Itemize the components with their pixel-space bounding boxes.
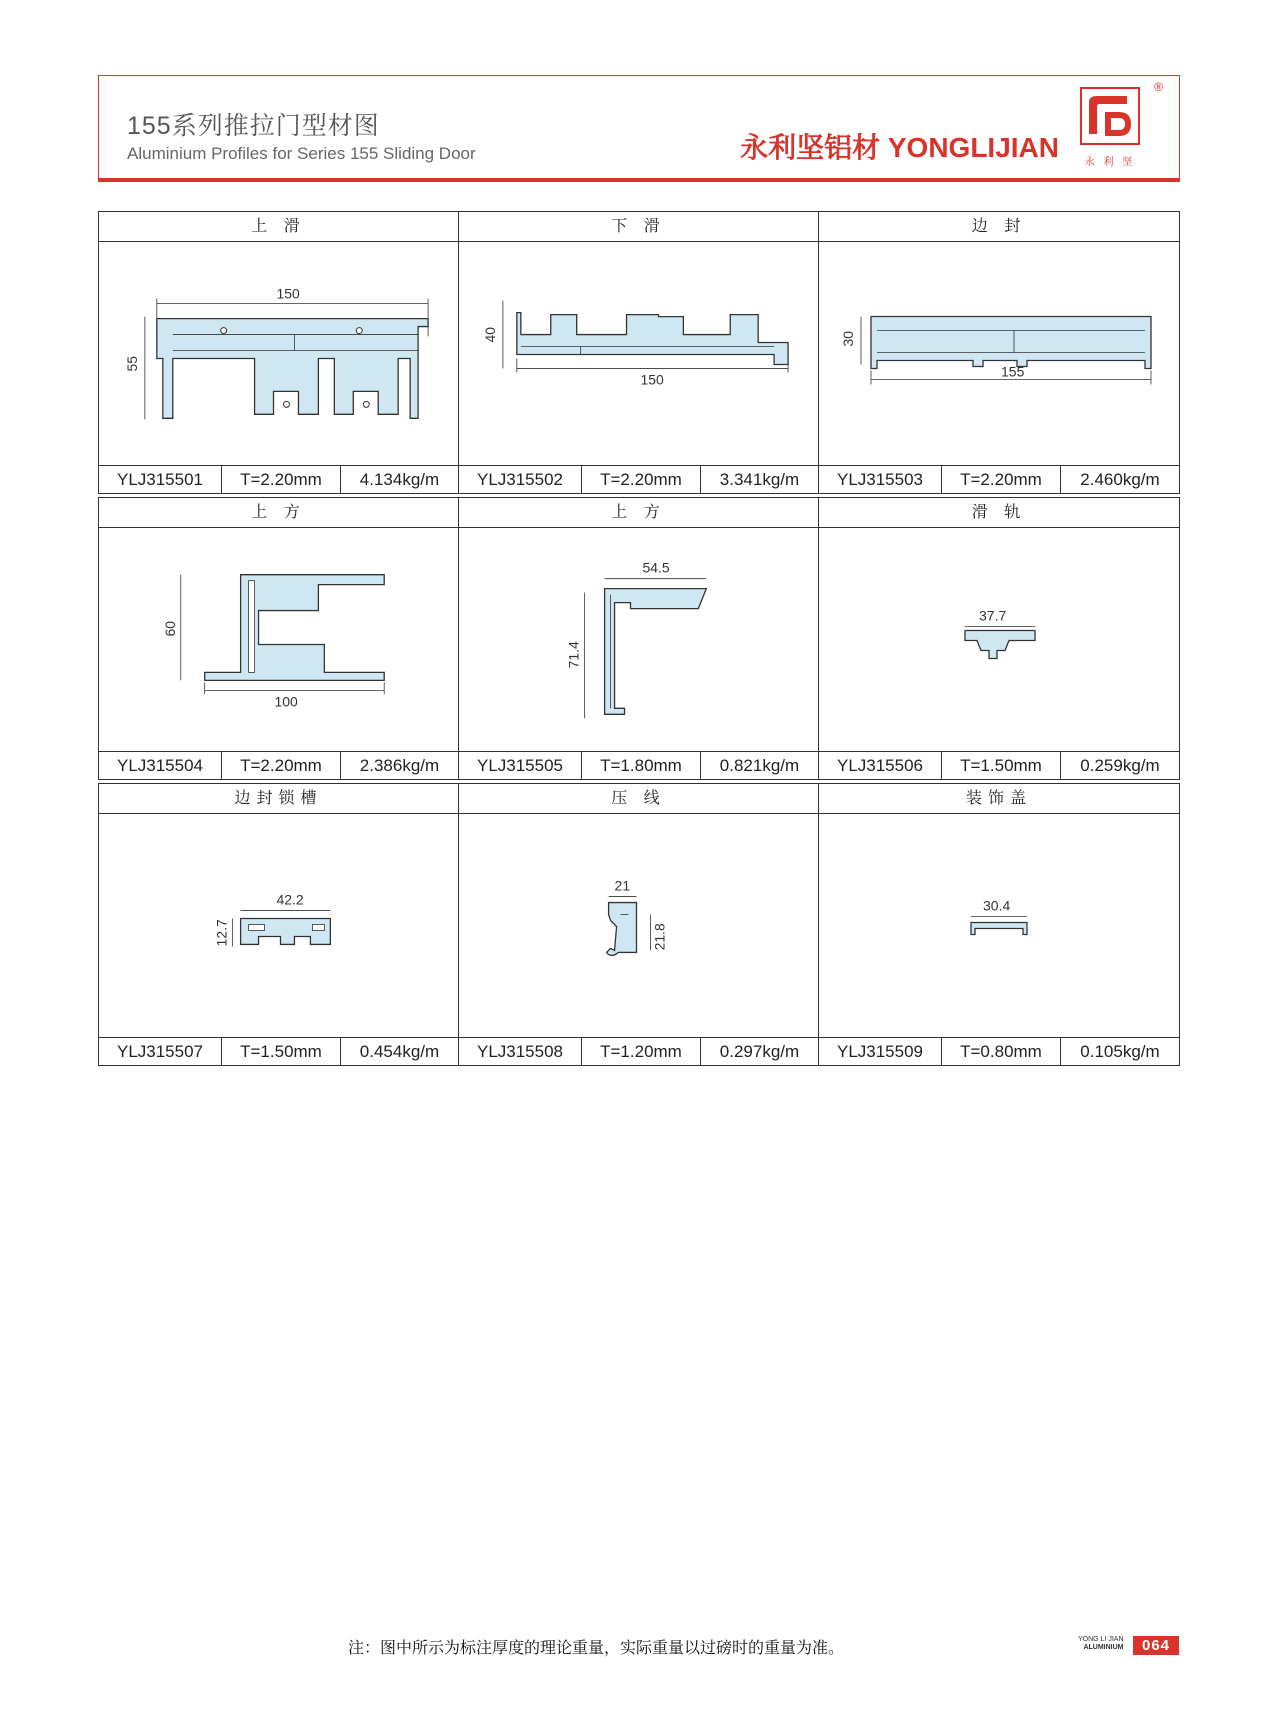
profile-cell xyxy=(459,498,819,779)
profile-title: 上 方 xyxy=(459,498,818,528)
profile-weight: 0.105kg/m xyxy=(1080,1042,1160,1061)
dim-width: 54.5 xyxy=(642,559,670,576)
profile-title: 边 封 xyxy=(819,212,1179,242)
profile-weight: 4.134kg/m xyxy=(359,470,440,489)
footer-note: 注：图中所示为标注厚度的理论重量，实际重量以过磅时的重量为准。 xyxy=(348,1640,845,1657)
profile-thickness: T=2.20mm xyxy=(582,466,701,493)
profile-code: YLJ315501 xyxy=(99,466,222,493)
profile-code: YLJ315505 xyxy=(459,752,582,779)
dim-height: 71.4 xyxy=(565,641,582,669)
profile-spec xyxy=(459,751,818,779)
footer-brand-line2: ALUMINIUM xyxy=(1083,1644,1124,1651)
profile-cell xyxy=(459,212,819,493)
dim-width: 30.4 xyxy=(983,897,1011,914)
profile-code: YLJ315504 xyxy=(99,752,222,779)
brand-name: 永利坚铝材 YONGLIJIAN xyxy=(740,132,1059,163)
profile-thickness: T=1.50mm xyxy=(942,752,1061,779)
profile-cell xyxy=(819,212,1179,493)
profile-drawing-upper-slide xyxy=(99,242,458,465)
profile-weight: 2.460kg/m xyxy=(1080,470,1160,489)
profile-weight: 0.259kg/m xyxy=(1080,756,1160,775)
profile-code: YLJ315506 xyxy=(819,752,942,779)
logo-icon xyxy=(1075,84,1145,150)
profile-spec xyxy=(819,465,1179,493)
dim-height: 55 xyxy=(123,355,140,372)
profile-spec xyxy=(459,1037,818,1065)
profile-title: 下 滑 xyxy=(459,212,818,242)
page-subtitle: Aluminium Profiles for Series 155 Sliding Door xyxy=(127,144,476,163)
profile-thickness: T=1.50mm xyxy=(222,1038,341,1065)
profile-row xyxy=(98,783,1180,1066)
profile-cell xyxy=(99,212,459,493)
profile-code: YLJ315508 xyxy=(459,1038,582,1065)
profile-spec xyxy=(819,1037,1179,1065)
profile-drawing-side-seal xyxy=(819,242,1179,465)
profile-thickness: T=1.20mm xyxy=(582,1038,701,1065)
profile-code: YLJ315503 xyxy=(819,466,942,493)
dim-height: 60 xyxy=(161,620,178,637)
profile-title: 上 方 xyxy=(99,498,458,528)
profile-spec xyxy=(99,1037,458,1065)
dim-width: 37.7 xyxy=(979,607,1007,624)
profile-thickness: T=2.20mm xyxy=(222,466,341,493)
profile-title: 滑 轨 xyxy=(819,498,1179,528)
profile-thickness: T=1.80mm xyxy=(582,752,701,779)
profile-weight: 0.297kg/m xyxy=(719,1042,800,1061)
profile-drawing-top-frame xyxy=(99,528,458,751)
profile-drawing-top-frame-small xyxy=(459,528,818,751)
footer-brand-line1: YONG LI JIAN xyxy=(1078,1636,1124,1643)
profile-weight: 2.386kg/m xyxy=(359,756,440,775)
profile-drawing-decorative-cover xyxy=(819,814,1179,1037)
page-title: 155系列推拉门型材图 xyxy=(127,112,380,140)
logo-caption: 永 利 坚 xyxy=(1084,157,1136,168)
registered-mark: ® xyxy=(1154,80,1163,94)
page-number: 064 xyxy=(1133,1636,1179,1655)
profile-thickness: T=0.80mm xyxy=(942,1038,1061,1065)
profile-code: YLJ315502 xyxy=(459,466,582,493)
profile-cell xyxy=(99,784,459,1065)
profile-drawing-lock-groove xyxy=(99,814,458,1037)
profile-title: 上 滑 xyxy=(99,212,458,242)
dim-height: 30 xyxy=(840,330,856,347)
profile-cell xyxy=(819,784,1179,1065)
profile-drawing-glazing-bead xyxy=(459,814,818,1037)
brand-logo xyxy=(1075,84,1145,168)
profile-weight: 3.341kg/m xyxy=(719,470,800,489)
profile-row xyxy=(98,497,1180,780)
profile-weight: 0.821kg/m xyxy=(719,756,800,775)
profile-code: YLJ315509 xyxy=(819,1038,942,1065)
profile-thickness: T=2.20mm xyxy=(942,466,1061,493)
dim-height: 21.8 xyxy=(651,923,668,951)
dim-height: 12.7 xyxy=(213,919,230,947)
profile-spec xyxy=(459,465,818,493)
dim-height: 40 xyxy=(481,326,498,343)
profile-cell xyxy=(819,498,1179,779)
profile-drawing-slide-rail xyxy=(819,528,1179,751)
profile-drawing-lower-slide xyxy=(459,242,818,465)
profile-title: 装饰盖 xyxy=(819,784,1179,814)
dim-width: 150 xyxy=(276,285,300,302)
dim-width: 42.2 xyxy=(276,891,304,908)
profile-thickness: T=2.20mm xyxy=(222,752,341,779)
dim-width: 21 xyxy=(614,877,631,894)
profile-title: 压 线 xyxy=(459,784,818,814)
profile-code: YLJ315507 xyxy=(99,1038,222,1065)
profile-grid xyxy=(98,211,1180,1066)
dim-width: 100 xyxy=(274,693,298,710)
profile-row xyxy=(98,211,1180,494)
profile-spec xyxy=(819,751,1179,779)
dim-width: 150 xyxy=(640,371,664,388)
page-header xyxy=(98,75,1180,182)
profile-weight: 0.454kg/m xyxy=(359,1042,440,1061)
dim-width: 155 xyxy=(1001,363,1025,380)
footer-brand xyxy=(1078,1636,1124,1652)
profile-cell xyxy=(99,498,459,779)
profile-title: 边封锁槽 xyxy=(99,784,458,814)
profile-spec xyxy=(99,465,458,493)
profile-cell xyxy=(459,784,819,1065)
profile-spec xyxy=(99,751,458,779)
